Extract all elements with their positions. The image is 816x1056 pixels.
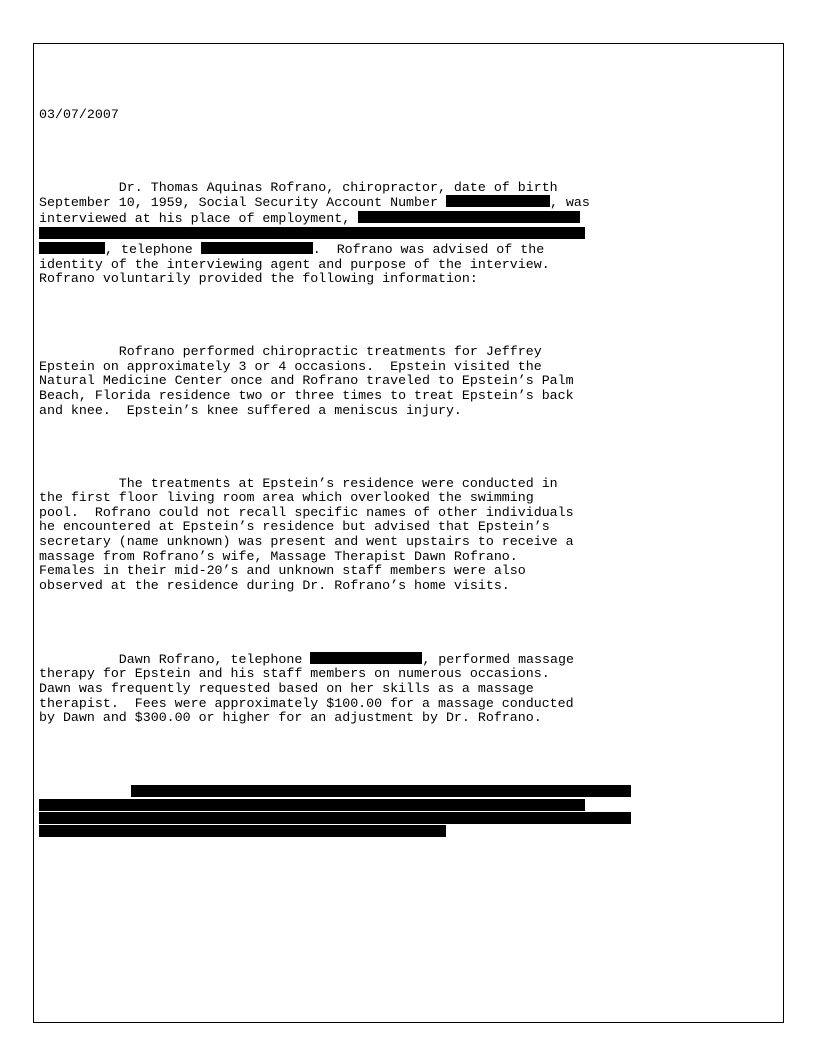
redaction-block-line: [39, 825, 446, 837]
paragraph-interview-intro: [39, 181, 779, 287]
redaction-telephone: [201, 242, 313, 254]
text-line: and knee. Epstein’s knee suffered a meniscus injury.: [39, 402, 462, 418]
text-line: . Rofrano was advised of the: [312, 242, 545, 258]
document-date: 03/07/2007: [39, 106, 119, 122]
text-line: September 10, 1959, Social Security Account Number: [39, 195, 446, 211]
text-line: Dawn Rofrano, telephone: [39, 651, 311, 667]
redaction-address-end: [39, 242, 105, 254]
text-line: observed at the residence during Dr. Rofrano’s home visits.: [39, 577, 510, 593]
text-line: interviewed at his place of employment,: [39, 210, 359, 226]
text-line: Epstein on approximately 3 or 4 occasions. Epstein visited the: [39, 358, 542, 374]
text-line: the first floor living room area which overlooked the swimming: [39, 490, 534, 506]
redaction-address: [39, 227, 585, 239]
text-line: Natural Medicine Center once and Rofrano traveled to Epstein’s Palm: [39, 373, 574, 389]
text-line: Dawn was frequently requested based on her skills as a massage: [39, 680, 534, 696]
paragraph-redacted: [39, 785, 779, 837]
text-line: Beach, Florida residence two or three times to treat Epstein’s back: [39, 388, 574, 404]
text-line: Rofrano performed chiropractic treatments for Jeffrey: [39, 344, 542, 360]
text-line: therapy for Epstein and his staff members on numerous occasions.: [39, 666, 550, 682]
text-line: The treatments at Epstein’s residence were conducted in: [39, 475, 558, 491]
redaction-block-line: [131, 785, 631, 797]
paragraph-treatments: [39, 345, 779, 418]
text-line: he encountered at Epstein’s residence but advised that Epstein’s: [39, 519, 550, 535]
text-line: therapist. Fees were approximately $100.00 for a massage conducted: [39, 695, 574, 711]
redaction-ssn: [446, 195, 550, 207]
text-line: Dr. Thomas Aquinas Rofrano, chiropractor, date of birth: [39, 179, 558, 195]
redaction-block-line: [39, 812, 631, 824]
document-page: [33, 43, 784, 1023]
document-body: [39, 64, 779, 896]
text-line: identity of the interviewing agent and purpose of the interview.: [39, 256, 550, 272]
text-line: , telephone: [105, 242, 201, 258]
text-line: secretary (name unknown) was present and went upstairs to receive a: [39, 534, 574, 549]
text-line: pool. Rofrano could not recall specific names of other individuals: [39, 504, 574, 520]
paragraph-residence: [39, 477, 779, 594]
redaction-block-line: [39, 799, 585, 811]
text-line: , was: [549, 195, 590, 211]
paragraph-massage: [39, 652, 779, 726]
redaction-employer: [358, 211, 580, 223]
text-line: by Dawn and $300.00 or higher for an adjustment by Dr. Rofrano.: [39, 710, 542, 726]
text-line: massage from Rofrano’s wife, Massage Therapist Dawn Rofrano.: [39, 548, 518, 564]
text-line: Rofrano voluntarily provided the following information:: [39, 271, 478, 287]
text-line: , performed massage: [422, 651, 574, 667]
redaction-telephone-dawn: [310, 652, 422, 664]
text-line: Females in their mid-20’s and unknown staff members were also: [39, 563, 526, 579]
